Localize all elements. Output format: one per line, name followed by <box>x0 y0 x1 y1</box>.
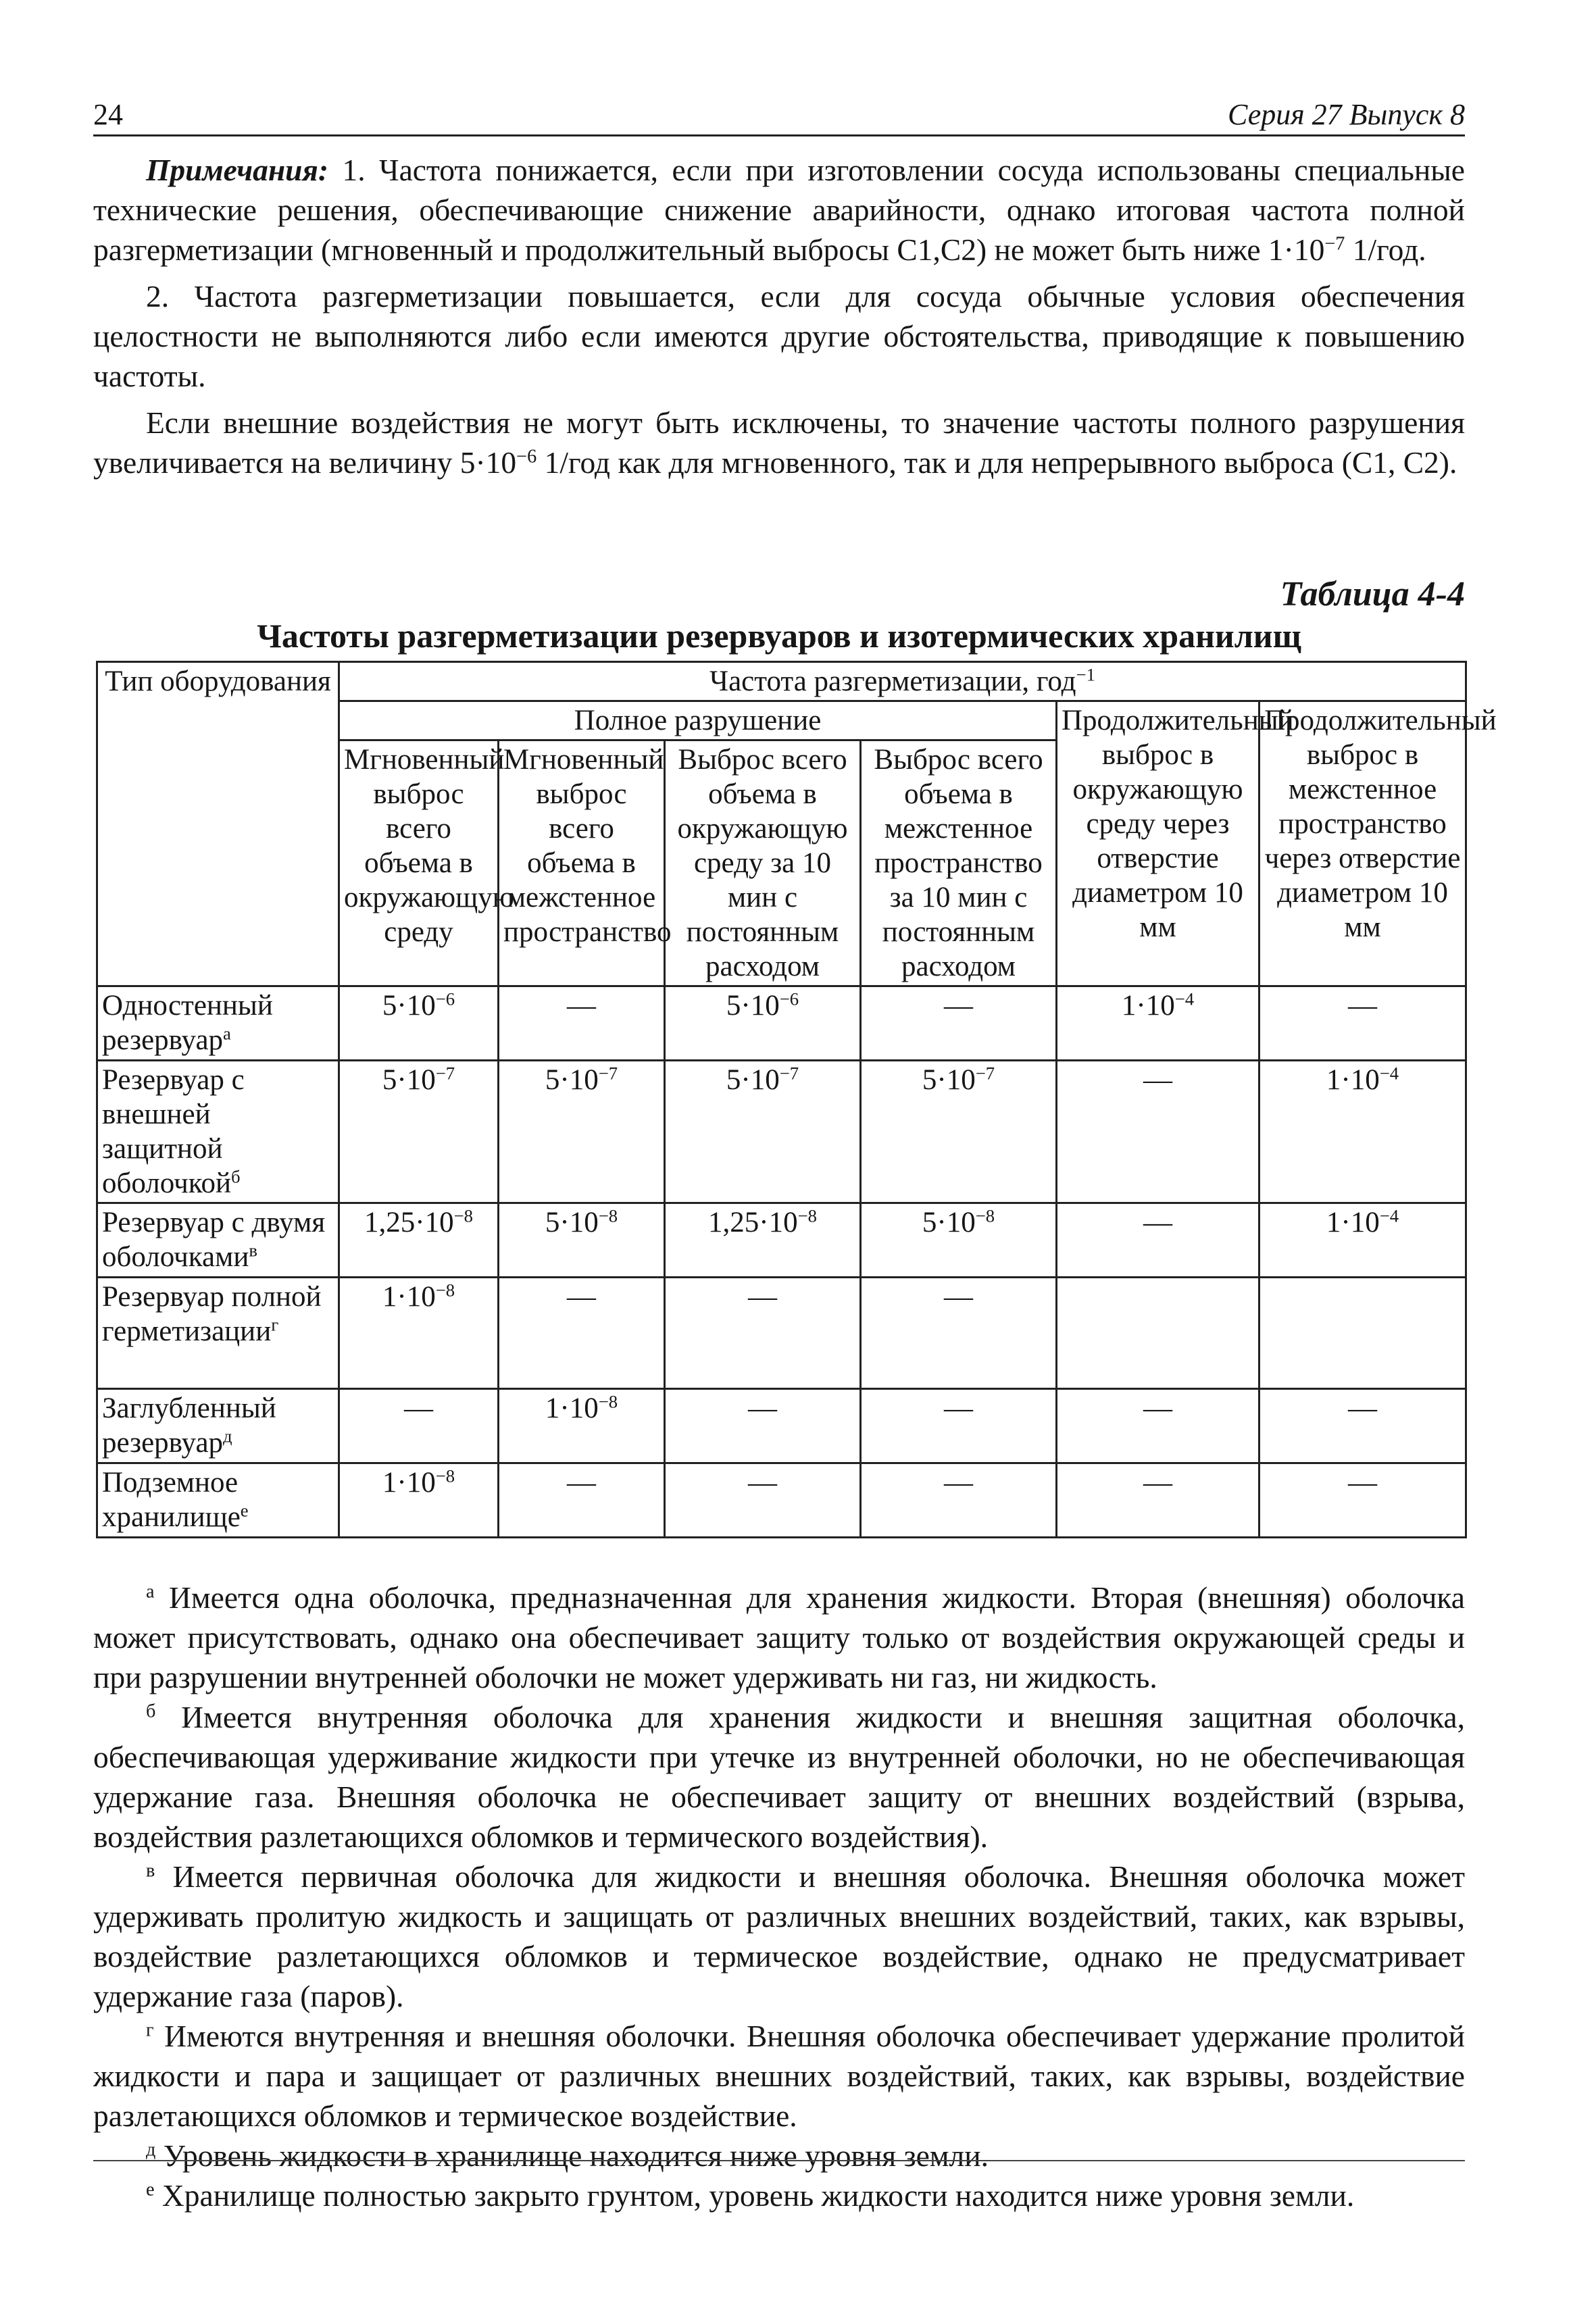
value-cell-col-2: — <box>499 986 665 1061</box>
series-label: Серия 27 Выпуск 8 <box>1228 98 1465 131</box>
note-2: 2. Частота разгерметизации повышается, если для сосуда обычные условия обеспечения целостности не выполняются либо если имеются другие обстоятельства, приводящие к повышению частоты. <box>93 279 1465 393</box>
value-cell-col-1: $1\cdot 10^{-8}$ <box>339 1278 499 1389</box>
header-equipment-type: Тип оборудования <box>97 662 339 986</box>
header-col-1: Мгновенный выброс всего объема в окружающую среду <box>339 740 499 986</box>
header-col-3: Выброс всего объема в окружающую среду за 10 мин с постоянным расходом <box>665 740 861 986</box>
value-cell-col-2: $1\cdot 10^{-8}$ <box>499 1389 665 1463</box>
value-cell-col-6: $1\cdot 10^{-4}$ <box>1260 1203 1466 1278</box>
value-cell-col-6 <box>1260 1278 1466 1389</box>
header-col-6: Продолжительный выброс в межстенное пространство через отверстие диаметром 10 мм <box>1260 701 1466 986</box>
note-1: Примечания: 1. Частота понижается, если при изготовлении сосуда использованы специальные технические решения, обеспечивающие снижение аварийности, однако итоговая частота полной разгерметизации (мгновенный и продолжительный выбросы С1,С2) не может быть ниже $1\cdot 10^{-7}$ 1/год. <box>93 153 1465 267</box>
row-equipment-name: Заглубленный резервуар$^д$ <box>97 1389 339 1463</box>
value-cell-col-5: — <box>1057 1389 1260 1463</box>
value-cell-col-1: — <box>339 1389 499 1463</box>
value-cell-col-5: $1\cdot 10^{-4}$ <box>1057 986 1260 1061</box>
value-cell-col-2: $5\cdot 10^{-8}$ <box>499 1203 665 1278</box>
table-body <box>97 986 1466 1538</box>
header-row-1 <box>97 662 1466 701</box>
value-cell-col-1: $1\cdot 10^{-8}$ <box>339 1463 499 1538</box>
table-row <box>97 986 1466 1061</box>
value-cell-col-4: — <box>861 1389 1057 1463</box>
running-header <box>93 95 1465 136</box>
footnote: $^г$ Имеются внутренняя и внешняя оболочки. Внешняя оболочка обеспечивает удержание пролитой жидкости и пара и защищает от различных внешних воздействий, таких, как взрывы, воздействие разлетающихся обломков и термическое воздействие. <box>93 2019 1465 2133</box>
bottom-rule <box>93 2160 1465 2161</box>
value-cell-col-2: $5\cdot 10^{-7}$ <box>499 1061 665 1203</box>
footnotes-block <box>93 1578 1465 2215</box>
footnote: $^б$ Имеется внутренняя оболочка для хранения жидкости и внешняя защитная оболочка, обеспечивающая удерживание жидкости при утечке из внутренней оболочки, но не обеспечивающая удержание газа. Внешняя оболочка не обеспечивает защиту от внешних воздействий (взрыва, воздействия разлетающихся обломков и термического воздействия). <box>93 1700 1465 1854</box>
row-equipment-name: Одностенный резервуар$^а$ <box>97 986 339 1061</box>
row-equipment-name: Резервуар с двумя оболочками$^в$ <box>97 1203 339 1278</box>
value-cell-col-3: $5\cdot 10^{-7}$ <box>665 1061 861 1203</box>
value-cell-col-5: — <box>1057 1203 1260 1278</box>
page-number: 24 <box>93 98 123 131</box>
frequency-table <box>96 661 1497 1538</box>
value-cell-col-6: $1\cdot 10^{-4}$ <box>1260 1061 1466 1203</box>
header-col-4: Выброс всего объема в межстенное пространство за 10 мин с постоянным расходом <box>861 740 1057 986</box>
table-caption: Таблица 4-4 <box>1280 575 1465 613</box>
footnote: $^в$ Имеется первичная оболочка для жидкости и внешняя оболочка. Внешняя оболочка может удерживать пролитую жидкость и защищать от различных внешних воздействий, таких, как взрывы, воздействие разлетающихся обломков и термическое воздействие, однако не предусматривает удержание газа (паров). <box>93 1859 1465 2013</box>
value-cell-col-4: — <box>861 986 1057 1061</box>
header-rule <box>93 134 1465 136</box>
value-cell-col-4: — <box>861 1463 1057 1538</box>
value-cell-col-5: — <box>1057 1463 1260 1538</box>
value-cell-col-3: $1,25\cdot 10^{-8}$ <box>665 1203 861 1278</box>
value-cell-col-5: — <box>1057 1061 1260 1203</box>
value-cell-col-5 <box>1057 1278 1260 1389</box>
row-equipment-name: Резервуар с внешней защитной оболочкой$^б$ <box>97 1061 339 1203</box>
notes-lead: Примечания: <box>146 153 329 187</box>
header-col-5: Продолжительный выброс в окружающую среду через отверстие диаметром 10 мм <box>1057 701 1260 986</box>
value-cell-col-2: — <box>499 1463 665 1538</box>
row-equipment-name: Подземное хранилище$^е$ <box>97 1463 339 1538</box>
value-cell-col-2: — <box>499 1278 665 1389</box>
value-cell-col-3: $5\cdot 10^{-6}$ <box>665 986 861 1061</box>
table-row <box>97 1061 1466 1203</box>
header-full-rupture: Полное разрушение <box>339 701 1057 740</box>
value-cell-col-3: — <box>665 1389 861 1463</box>
value-cell-col-6: — <box>1260 986 1466 1061</box>
value-cell-col-1: $5\cdot 10^{-6}$ <box>339 986 499 1061</box>
value-cell-col-3: — <box>665 1278 861 1389</box>
header-col-2: Мгновенный выброс всего объема в межстенное пространство <box>499 740 665 986</box>
value-cell-col-6: — <box>1260 1389 1466 1463</box>
value-cell-col-1: $1,25\cdot 10^{-8}$ <box>339 1203 499 1278</box>
table-row <box>97 1278 1466 1389</box>
value-cell-col-3: — <box>665 1463 861 1538</box>
value-cell-col-6: — <box>1260 1463 1466 1538</box>
footnote: $^е$ Хранилище полностью закрыто грунтом, уровень жидкости находится ниже уровня земли. <box>146 2178 1355 2213</box>
notes-block <box>93 150 1465 482</box>
table-title: Частоты разгерметизации резервуаров и изотермических хранилищ <box>257 617 1301 655</box>
note-3: Если внешние воздействия не могут быть исключены, то значение частоты полного разрушения увеличивается на величину $5\cdot 10^{-6}$ 1/год как для мгновенного, так и для непрерывного выброса (С1, С2). <box>93 405 1465 480</box>
row-equipment-name: Резервуар полной герметизации$^г$ <box>97 1278 339 1389</box>
footnote: $^а$ Имеется одна оболочка, предназначенная для хранения жидкости. Вторая (внешняя) оболочка может присутствовать, однако она обеспечивает защиту только от воздействия окружающей среды и при разрушении внутренней оболочки не может удерживать ни газ, ни жидкость. <box>93 1580 1465 1694</box>
value-cell-col-4: $5\cdot 10^{-7}$ <box>861 1061 1057 1203</box>
header-frequency: Частота разгерметизации, год$^{-1}$ <box>339 662 1466 701</box>
value-cell-col-1: $5\cdot 10^{-7}$ <box>339 1061 499 1203</box>
table-row <box>97 1203 1466 1278</box>
table-row <box>97 1463 1466 1538</box>
table-row <box>97 1389 1466 1463</box>
footnote: $^д$ Уровень жидкости в хранилище находится ниже уровня земли. <box>146 2138 989 2173</box>
value-cell-col-4: $5\cdot 10^{-8}$ <box>861 1203 1057 1278</box>
value-cell-col-4: — <box>861 1278 1057 1389</box>
